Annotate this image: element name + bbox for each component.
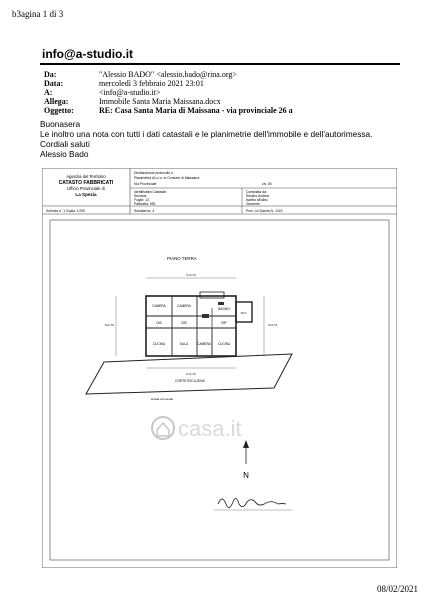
message-closing: Cordiali saluti xyxy=(40,139,90,149)
message-greeting: Buonasera xyxy=(40,119,81,129)
north-label: N xyxy=(243,471,249,480)
detail-top-4: civ. 26 xyxy=(262,182,272,186)
header-divider xyxy=(40,63,400,65)
height-label-3: h=2,70 xyxy=(268,323,278,327)
detail-mid-2: Sezione: xyxy=(134,194,148,198)
email-field-date xyxy=(44,79,204,88)
height-label-2: h=2,70 xyxy=(104,323,114,327)
room-label-5: DIS xyxy=(181,321,187,325)
height-label-1: h=2,70 xyxy=(186,273,196,277)
detail-top-1: Dichiarazione protocollo n. xyxy=(134,171,174,175)
height-label-4: h=2,70 xyxy=(186,372,196,376)
to-label: A: xyxy=(44,88,53,97)
office-line-4: La Spezia xyxy=(75,192,97,197)
subject-label: Oggetto: xyxy=(44,106,74,115)
detail-right-5: Prov. La Spezia N. 1023 xyxy=(246,209,283,213)
floor-title: PIANO TERRA xyxy=(167,256,197,261)
below-label: strada comunale xyxy=(150,397,174,401)
detail-right-2: Silvano Andrea xyxy=(246,194,269,198)
email-field-subject xyxy=(44,106,293,115)
sender-address: info@a-studio.it xyxy=(42,47,134,61)
room-label-11: W.C. xyxy=(240,311,248,315)
floorplan-scan xyxy=(42,168,397,568)
print-date: 08/02/2021 xyxy=(376,584,418,594)
message-signature: Alessio Bado xyxy=(40,149,89,159)
email-field-attachment xyxy=(44,97,221,106)
room-label-9: CAMERA xyxy=(197,342,211,346)
detail-mid-5: Subalterno: 4 xyxy=(134,209,155,213)
page-number: b3agina 1 di 3 xyxy=(12,9,64,19)
room-label-6: RIP xyxy=(221,321,227,325)
to-value: <info@a-studio.it> xyxy=(99,88,161,97)
detail-mid-3: Foglio: 13 xyxy=(134,198,149,202)
subject-value: RE: Casa Santa Maria di Maissana - via provinciale 26 a xyxy=(99,106,293,115)
detail-right-3: Iscritto all'albo: xyxy=(246,198,269,202)
detail-right-4: Geometri xyxy=(246,202,260,206)
email-field-from xyxy=(44,70,237,79)
attachment-label: Allega: xyxy=(44,97,69,106)
room-label-3: BAGNO xyxy=(218,307,230,311)
room-label-4: DIS xyxy=(156,321,162,325)
room-label-1: CAMERA xyxy=(152,304,166,308)
office-line-3: Ufficio Provinciale di xyxy=(67,186,105,191)
detail-right-1: Compilata da: xyxy=(246,190,267,194)
email-field-to xyxy=(44,88,161,97)
office-line-1: Agenzia del Territorio xyxy=(66,174,106,179)
date-label: Data: xyxy=(44,79,64,88)
detail-top-3: Via Provinciale xyxy=(134,182,157,186)
watermark-text: casa.it xyxy=(178,416,242,441)
scale-line: Scheda n. 1 Scala 1:200 xyxy=(46,209,86,213)
attachment-value: Immobile Santa Maria Maissana.docx xyxy=(99,97,221,106)
office-line-2: CATASTO FABBRICATI xyxy=(58,180,114,186)
room-label-2: CAMERA xyxy=(177,304,191,308)
room-label-7: CUCINA xyxy=(152,342,166,346)
from-value: "Alessio BADO" <alessio.bado@rina.org> xyxy=(99,70,237,79)
room-label-10: CUCINA xyxy=(217,342,231,346)
message-body: Le inoltro una nota con tutti i dati catastali e le planimetrie dell'immobile e dell'autorimessa. xyxy=(40,129,373,139)
detail-mid-1: Identificativi Catastali: xyxy=(134,190,167,194)
detail-top-2: Planimetria di u.i.u. in Comune di Maissana xyxy=(134,176,200,180)
detail-mid-4: Particella: 551 xyxy=(134,202,156,206)
date-value: mercoledì 3 febbraio 2021 23:01 xyxy=(99,79,204,88)
from-label: Da: xyxy=(44,70,57,79)
room-label-8: SALA xyxy=(179,342,189,346)
outdoor-label: CORTE ESCLUSIVA xyxy=(175,379,205,383)
